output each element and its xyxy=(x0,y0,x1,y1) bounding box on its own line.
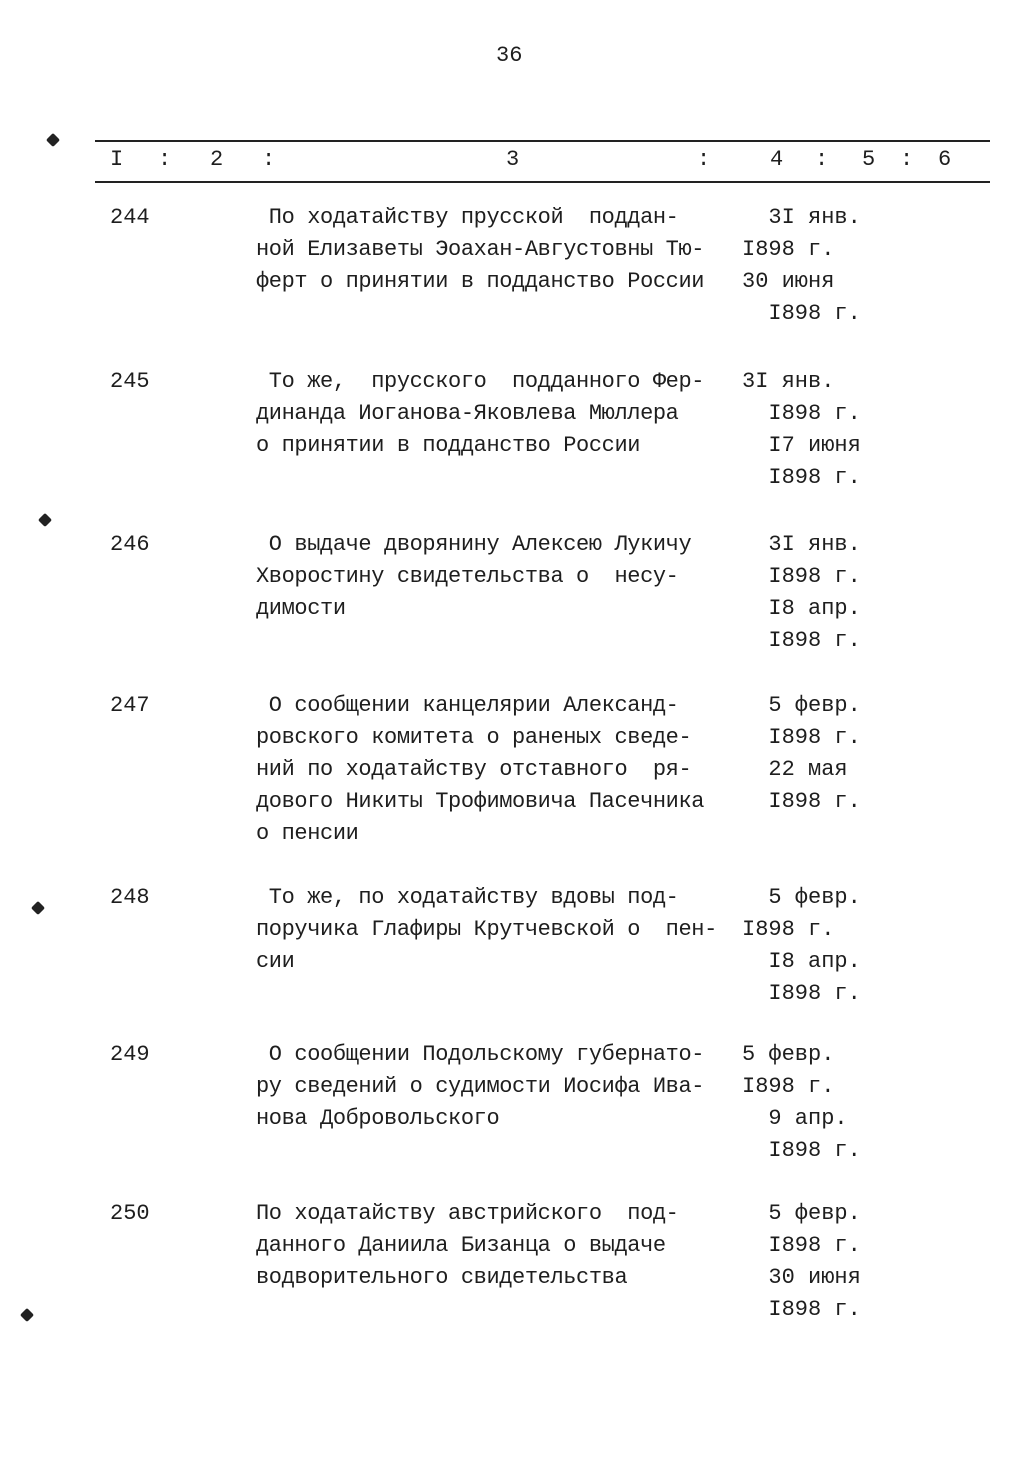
record-description xyxy=(256,529,691,625)
record-dates xyxy=(742,690,861,818)
record-date-line: 5 февр. xyxy=(742,885,861,910)
record-dates xyxy=(742,202,861,330)
record-text-line: По ходатайству австрийского под- xyxy=(256,1201,679,1226)
margin-mark-icon xyxy=(31,901,45,915)
record-dates xyxy=(742,1039,861,1167)
record-date-line: I898 г. xyxy=(742,237,835,262)
margin-mark-icon xyxy=(20,1308,34,1322)
record-number: 246 xyxy=(110,532,150,557)
record-number: 250 xyxy=(110,1201,150,1226)
column-header-label: 3 xyxy=(506,147,520,172)
record-date-line: 5 февр. xyxy=(742,693,861,718)
record-text-line: поручика Глафиры Крутчевской о пен- xyxy=(256,917,717,942)
record-date-line: I898 г. xyxy=(742,981,861,1006)
record-number: 248 xyxy=(110,885,150,910)
column-separator: : xyxy=(697,147,711,172)
record-text-line: о пенсии xyxy=(256,821,359,846)
record-date-line: 22 мая xyxy=(742,757,848,782)
record-text-line: водворительного свидетельства xyxy=(256,1265,628,1290)
record-text-line: нова Добровольского xyxy=(256,1106,500,1131)
record-text-line: динанда Иоганова-Яковлева Мюллера xyxy=(256,401,679,426)
record-text-line: сии xyxy=(256,949,295,974)
record-date-line: 5 февр. xyxy=(742,1042,835,1067)
record-text-line: О сообщении канцелярии Александ- xyxy=(256,693,679,718)
record-date-line: I898 г. xyxy=(742,628,861,653)
record-date-line: 3I янв. xyxy=(742,205,861,230)
record-date-line: I898 г. xyxy=(742,725,861,750)
record-dates xyxy=(742,366,861,494)
record-text-line: ферт о принятии в подданство России xyxy=(256,269,705,294)
column-header-label: 2 xyxy=(210,147,224,172)
record-date-line: I898 г. xyxy=(742,789,861,814)
record-text-line: ной Елизаветы Эоахан-Августовны Тю- xyxy=(256,237,705,262)
record-date-line: 9 апр. xyxy=(742,1106,848,1131)
record-text-line: ний по ходатайству отставного ря- xyxy=(256,757,692,782)
record-date-line: I898 г. xyxy=(742,1074,835,1099)
record-date-line: I898 г. xyxy=(742,917,835,942)
record-description xyxy=(256,202,704,298)
record-text-line: О выдаче дворянину Алексею Лукичу xyxy=(256,532,692,557)
record-text-line: По ходатайству прусской поддан- xyxy=(256,205,679,230)
record-text-line: ру сведений о судимости Иосифа Ива- xyxy=(256,1074,705,1099)
record-date-line: I7 июня xyxy=(742,433,861,458)
record-text-line: данного Даниила Бизанца о выдаче xyxy=(256,1233,666,1258)
record-description xyxy=(256,690,704,850)
record-text-line: То же, прусского подданного Фер- xyxy=(256,369,705,394)
record-number: 244 xyxy=(110,205,150,230)
record-date-line: I898 г. xyxy=(742,301,861,326)
record-dates xyxy=(742,1198,861,1326)
record-number: 249 xyxy=(110,1042,150,1067)
record-date-line: 30 июня xyxy=(742,1265,861,1290)
record-text-line: димости xyxy=(256,596,346,621)
record-date-line: 3I янв. xyxy=(742,532,861,557)
header-top-rule xyxy=(95,140,990,142)
column-separator: : xyxy=(262,147,276,172)
margin-mark-icon xyxy=(46,133,60,147)
record-text-line: Хворостину свидетельства о несу- xyxy=(256,564,679,589)
record-date-line: I898 г. xyxy=(742,465,861,490)
record-text-line: дового Никиты Трофимовича Пасечника xyxy=(256,789,705,814)
column-separator: : xyxy=(900,147,914,172)
record-text-line: То же, по ходатайству вдовы под- xyxy=(256,885,679,910)
record-description xyxy=(256,1198,678,1294)
column-header-label: I xyxy=(110,147,124,172)
column-separator: : xyxy=(158,147,172,172)
record-date-line: I8 апр. xyxy=(742,949,861,974)
record-text-line: О сообщении Подольскому губернато- xyxy=(256,1042,705,1067)
record-date-line: 5 февр. xyxy=(742,1201,861,1226)
page-number: 36 xyxy=(496,43,523,68)
record-date-line: I898 г. xyxy=(742,401,861,426)
column-separator: : xyxy=(815,147,829,172)
record-number: 245 xyxy=(110,369,150,394)
record-dates xyxy=(742,882,861,1010)
record-date-line: I898 г. xyxy=(742,1138,861,1163)
record-date-line: I898 г. xyxy=(742,1233,861,1258)
record-text-line: о принятии в подданство России xyxy=(256,433,641,458)
record-date-line: I898 г. xyxy=(742,1297,861,1322)
record-number: 247 xyxy=(110,693,150,718)
column-header-label: 4 xyxy=(770,147,784,172)
record-date-line: 3I янв. xyxy=(742,369,835,394)
header-bottom-rule xyxy=(95,181,990,183)
record-date-line: 30 июня xyxy=(742,269,835,294)
record-date-line: I8 апр. xyxy=(742,596,861,621)
column-header-label: 5 xyxy=(862,147,876,172)
record-date-line: I898 г. xyxy=(742,564,861,589)
record-text-line: ровского комитета о раненых сведе- xyxy=(256,725,692,750)
record-description xyxy=(256,1039,704,1135)
margin-mark-icon xyxy=(38,513,52,527)
column-header-label: 6 xyxy=(938,147,952,172)
record-description xyxy=(256,882,717,978)
record-description xyxy=(256,366,704,462)
record-dates xyxy=(742,529,861,657)
